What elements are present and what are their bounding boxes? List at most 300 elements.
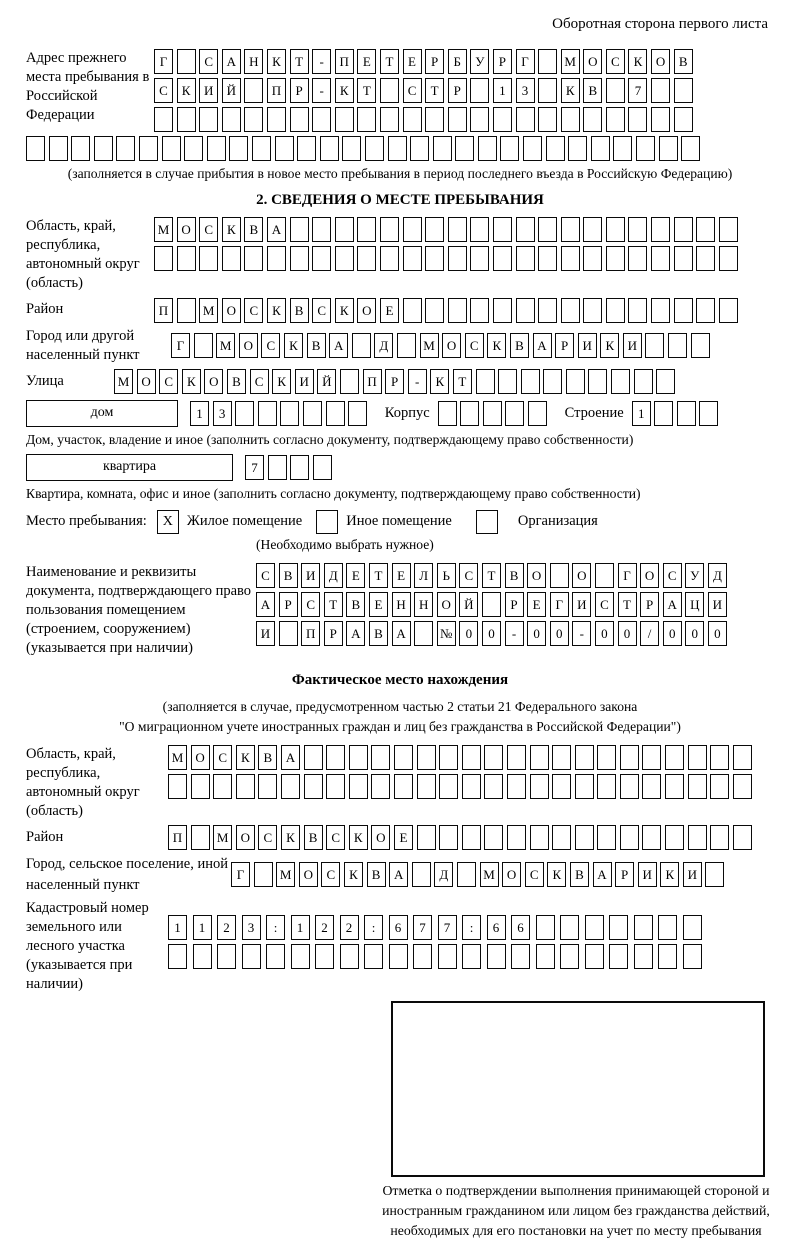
char-cell[interactable] <box>561 107 580 132</box>
char-cell[interactable] <box>677 401 696 426</box>
char-cell[interactable] <box>244 78 263 103</box>
char-cell[interactable]: М <box>154 217 173 242</box>
char-cell[interactable] <box>162 136 181 161</box>
char-cell[interactable]: И <box>683 862 702 887</box>
char-cell[interactable] <box>116 136 135 161</box>
char-cell[interactable]: С <box>595 592 614 617</box>
char-cell[interactable] <box>493 298 512 323</box>
char-cell[interactable]: С <box>301 592 320 617</box>
char-cell[interactable] <box>448 298 467 323</box>
char-cell[interactable] <box>455 136 474 161</box>
char-cell[interactable] <box>538 298 557 323</box>
char-cell[interactable] <box>394 774 413 799</box>
char-cell[interactable]: Р <box>615 862 634 887</box>
char-cell[interactable] <box>493 107 512 132</box>
char-cell[interactable] <box>191 774 210 799</box>
char-cell[interactable] <box>493 246 512 271</box>
char-cell[interactable]: О <box>137 369 156 394</box>
char-cell[interactable]: 7 <box>245 455 264 480</box>
char-cell[interactable]: 0 <box>482 621 501 646</box>
char-cell[interactable]: А <box>281 745 300 770</box>
char-cell[interactable]: А <box>267 217 286 242</box>
char-cell[interactable]: Р <box>324 621 343 646</box>
char-cell[interactable]: Г <box>154 49 173 74</box>
char-cell[interactable]: Р <box>493 49 512 74</box>
char-cell[interactable] <box>320 136 339 161</box>
char-cell[interactable] <box>177 107 196 132</box>
char-cell[interactable]: 0 <box>618 621 637 646</box>
char-cell[interactable]: Е <box>380 298 399 323</box>
char-cell[interactable] <box>425 298 444 323</box>
char-cell[interactable] <box>470 107 489 132</box>
char-cell[interactable] <box>94 136 113 161</box>
char-cell[interactable] <box>597 825 616 850</box>
char-cell[interactable] <box>290 246 309 271</box>
char-cell[interactable]: Т <box>369 563 388 588</box>
char-cell[interactable] <box>380 78 399 103</box>
char-cell[interactable]: : <box>462 915 481 940</box>
char-cell[interactable] <box>620 825 639 850</box>
char-cell[interactable] <box>733 774 752 799</box>
char-cell[interactable] <box>719 298 738 323</box>
char-cell[interactable]: А <box>222 49 241 74</box>
char-cell[interactable]: В <box>369 621 388 646</box>
char-cell[interactable]: С <box>321 862 340 887</box>
char-cell[interactable] <box>177 49 196 74</box>
char-cell[interactable]: М <box>216 333 235 358</box>
char-cell[interactable]: К <box>561 78 580 103</box>
char-cell[interactable]: О <box>572 563 591 588</box>
char-cell[interactable]: К <box>600 333 619 358</box>
char-cell[interactable]: П <box>154 298 173 323</box>
char-cell[interactable]: О <box>177 217 196 242</box>
char-cell[interactable] <box>342 136 361 161</box>
char-cell[interactable] <box>168 944 187 969</box>
char-cell[interactable] <box>710 825 729 850</box>
char-cell[interactable]: А <box>256 592 275 617</box>
char-cell[interactable]: 0 <box>527 621 546 646</box>
char-cell[interactable] <box>213 774 232 799</box>
char-cell[interactable] <box>651 217 670 242</box>
char-cell[interactable] <box>568 136 587 161</box>
char-cell[interactable]: Р <box>279 592 298 617</box>
char-cell[interactable] <box>634 915 653 940</box>
char-cell[interactable]: К <box>547 862 566 887</box>
char-cell[interactable] <box>425 107 444 132</box>
char-cell[interactable] <box>620 774 639 799</box>
char-cell[interactable]: В <box>505 563 524 588</box>
char-cell[interactable]: 6 <box>511 915 530 940</box>
char-cell[interactable] <box>470 298 489 323</box>
char-cell[interactable]: Р <box>505 592 524 617</box>
char-cell[interactable] <box>566 369 585 394</box>
char-cell[interactable] <box>606 217 625 242</box>
char-cell[interactable] <box>199 107 218 132</box>
char-cell[interactable] <box>403 107 422 132</box>
char-cell[interactable] <box>357 246 376 271</box>
char-cell[interactable] <box>642 825 661 850</box>
char-cell[interactable] <box>688 825 707 850</box>
char-cell[interactable] <box>448 217 467 242</box>
char-cell[interactable]: С <box>663 563 682 588</box>
char-cell[interactable] <box>290 455 309 480</box>
char-cell[interactable] <box>207 136 226 161</box>
char-cell[interactable] <box>561 217 580 242</box>
char-cell[interactable]: И <box>623 333 642 358</box>
char-cell[interactable]: 0 <box>459 621 478 646</box>
char-cell[interactable] <box>177 246 196 271</box>
char-cell[interactable]: А <box>346 621 365 646</box>
char-cell[interactable] <box>413 944 432 969</box>
char-cell[interactable] <box>49 136 68 161</box>
char-cell[interactable]: М <box>168 745 187 770</box>
char-cell[interactable] <box>290 107 309 132</box>
char-cell[interactable] <box>438 401 457 426</box>
char-cell[interactable]: П <box>301 621 320 646</box>
char-cell[interactable] <box>585 944 604 969</box>
char-cell[interactable] <box>516 298 535 323</box>
char-cell[interactable] <box>139 136 158 161</box>
char-cell[interactable] <box>681 136 700 161</box>
char-cell[interactable]: В <box>346 592 365 617</box>
char-cell[interactable]: Т <box>618 592 637 617</box>
char-cell[interactable] <box>335 107 354 132</box>
char-cell[interactable] <box>665 745 684 770</box>
char-cell[interactable] <box>636 136 655 161</box>
char-cell[interactable]: О <box>651 49 670 74</box>
char-cell[interactable] <box>229 136 248 161</box>
char-cell[interactable]: И <box>256 621 275 646</box>
char-cell[interactable] <box>668 333 687 358</box>
char-cell[interactable] <box>507 745 526 770</box>
char-cell[interactable]: М <box>561 49 580 74</box>
char-cell[interactable] <box>583 298 602 323</box>
char-cell[interactable] <box>403 246 422 271</box>
char-cell[interactable]: 0 <box>595 621 614 646</box>
char-cell[interactable]: 0 <box>663 621 682 646</box>
char-cell[interactable]: М <box>276 862 295 887</box>
char-cell[interactable] <box>528 401 547 426</box>
char-cell[interactable]: Е <box>527 592 546 617</box>
char-cell[interactable] <box>538 49 557 74</box>
char-cell[interactable] <box>340 369 359 394</box>
char-cell[interactable]: К <box>267 49 286 74</box>
char-cell[interactable]: Г <box>171 333 190 358</box>
char-cell[interactable]: Ц <box>685 592 704 617</box>
char-cell[interactable] <box>606 78 625 103</box>
char-cell[interactable]: М <box>213 825 232 850</box>
char-cell[interactable]: О <box>442 333 461 358</box>
char-cell[interactable]: Й <box>317 369 336 394</box>
char-cell[interactable] <box>550 563 569 588</box>
char-cell[interactable] <box>425 217 444 242</box>
char-cell[interactable]: А <box>389 862 408 887</box>
char-cell[interactable] <box>297 136 316 161</box>
char-cell[interactable]: К <box>272 369 291 394</box>
char-cell[interactable] <box>280 401 299 426</box>
char-cell[interactable]: : <box>364 915 383 940</box>
char-cell[interactable]: 0 <box>550 621 569 646</box>
char-cell[interactable]: Т <box>425 78 444 103</box>
char-cell[interactable] <box>357 107 376 132</box>
char-cell[interactable]: К <box>284 333 303 358</box>
char-cell[interactable]: С <box>403 78 422 103</box>
char-cell[interactable]: М <box>480 862 499 887</box>
char-cell[interactable] <box>530 825 549 850</box>
char-cell[interactable] <box>585 915 604 940</box>
char-cell[interactable] <box>371 745 390 770</box>
char-cell[interactable] <box>254 862 273 887</box>
char-cell[interactable]: В <box>279 563 298 588</box>
char-cell[interactable] <box>433 136 452 161</box>
char-cell[interactable]: 6 <box>487 915 506 940</box>
char-cell[interactable]: В <box>583 78 602 103</box>
char-cell[interactable]: О <box>502 862 521 887</box>
char-cell[interactable] <box>365 136 384 161</box>
char-cell[interactable]: В <box>570 862 589 887</box>
char-cell[interactable] <box>380 107 399 132</box>
char-cell[interactable] <box>699 401 718 426</box>
char-cell[interactable]: С <box>326 825 345 850</box>
char-cell[interactable]: Р <box>640 592 659 617</box>
char-cell[interactable]: В <box>367 862 386 887</box>
char-cell[interactable] <box>511 944 530 969</box>
char-cell[interactable] <box>651 107 670 132</box>
char-cell[interactable]: Д <box>434 862 453 887</box>
char-cell[interactable] <box>538 78 557 103</box>
char-cell[interactable] <box>583 217 602 242</box>
char-cell[interactable]: А <box>329 333 348 358</box>
char-cell[interactable]: 7 <box>413 915 432 940</box>
char-cell[interactable]: О <box>191 745 210 770</box>
char-cell[interactable]: С <box>465 333 484 358</box>
char-cell[interactable]: - <box>505 621 524 646</box>
char-cell[interactable]: - <box>312 78 331 103</box>
char-cell[interactable] <box>470 217 489 242</box>
char-cell[interactable]: У <box>685 563 704 588</box>
char-cell[interactable] <box>462 774 481 799</box>
char-cell[interactable]: Р <box>448 78 467 103</box>
char-cell[interactable]: Е <box>357 49 376 74</box>
char-cell[interactable]: Р <box>555 333 574 358</box>
char-cell[interactable] <box>403 217 422 242</box>
char-cell[interactable] <box>380 246 399 271</box>
char-cell[interactable] <box>654 401 673 426</box>
char-cell[interactable] <box>561 246 580 271</box>
char-cell[interactable] <box>507 774 526 799</box>
char-cell[interactable]: К <box>267 298 286 323</box>
char-cell[interactable]: К <box>335 78 354 103</box>
char-cell[interactable] <box>258 401 277 426</box>
char-cell[interactable] <box>606 298 625 323</box>
char-cell[interactable] <box>326 745 345 770</box>
char-cell[interactable] <box>193 944 212 969</box>
char-cell[interactable]: К <box>222 217 241 242</box>
char-cell[interactable] <box>523 136 542 161</box>
char-cell[interactable] <box>304 745 323 770</box>
char-cell[interactable] <box>222 246 241 271</box>
char-cell[interactable]: О <box>204 369 223 394</box>
char-cell[interactable]: С <box>261 333 280 358</box>
char-cell[interactable] <box>710 774 729 799</box>
char-cell[interactable]: В <box>244 217 263 242</box>
char-cell[interactable] <box>313 455 332 480</box>
char-cell[interactable]: Р <box>290 78 309 103</box>
char-cell[interactable] <box>634 369 653 394</box>
char-cell[interactable] <box>275 136 294 161</box>
char-cell[interactable] <box>651 78 670 103</box>
char-cell[interactable] <box>380 217 399 242</box>
checkbox-organization[interactable] <box>476 510 498 534</box>
char-cell[interactable] <box>417 825 436 850</box>
char-cell[interactable] <box>476 369 495 394</box>
char-cell[interactable] <box>335 246 354 271</box>
char-cell[interactable] <box>719 246 738 271</box>
char-cell[interactable] <box>507 825 526 850</box>
char-cell[interactable] <box>516 107 535 132</box>
char-cell[interactable] <box>628 217 647 242</box>
char-cell[interactable] <box>462 944 481 969</box>
char-cell[interactable] <box>349 745 368 770</box>
char-cell[interactable] <box>651 246 670 271</box>
char-cell[interactable]: К <box>487 333 506 358</box>
char-cell[interactable]: Е <box>394 825 413 850</box>
char-cell[interactable]: 2 <box>315 915 334 940</box>
char-cell[interactable]: С <box>199 217 218 242</box>
char-cell[interactable] <box>71 136 90 161</box>
char-cell[interactable]: Е <box>403 49 422 74</box>
char-cell[interactable] <box>291 944 310 969</box>
char-cell[interactable] <box>414 621 433 646</box>
char-cell[interactable] <box>606 107 625 132</box>
char-cell[interactable]: К <box>335 298 354 323</box>
char-cell[interactable]: Д <box>324 563 343 588</box>
char-cell[interactable]: 3 <box>213 401 232 426</box>
char-cell[interactable] <box>244 107 263 132</box>
char-cell[interactable]: В <box>258 745 277 770</box>
char-cell[interactable]: П <box>267 78 286 103</box>
char-cell[interactable]: 0 <box>685 621 704 646</box>
char-cell[interactable] <box>642 745 661 770</box>
char-cell[interactable] <box>303 401 322 426</box>
char-cell[interactable]: Т <box>380 49 399 74</box>
char-cell[interactable]: К <box>182 369 201 394</box>
char-cell[interactable] <box>236 774 255 799</box>
char-cell[interactable] <box>191 825 210 850</box>
char-cell[interactable]: О <box>222 298 241 323</box>
char-cell[interactable] <box>483 401 502 426</box>
checkbox-residential[interactable]: X <box>157 510 179 534</box>
char-cell[interactable]: : <box>266 915 285 940</box>
char-cell[interactable]: С <box>199 49 218 74</box>
char-cell[interactable]: Д <box>708 563 727 588</box>
char-cell[interactable] <box>552 825 571 850</box>
char-cell[interactable] <box>403 298 422 323</box>
char-cell[interactable]: 0 <box>708 621 727 646</box>
char-cell[interactable] <box>538 246 557 271</box>
char-cell[interactable]: В <box>304 825 323 850</box>
char-cell[interactable]: К <box>349 825 368 850</box>
char-cell[interactable]: А <box>392 621 411 646</box>
char-cell[interactable] <box>470 246 489 271</box>
char-cell[interactable]: О <box>357 298 376 323</box>
char-cell[interactable]: Р <box>385 369 404 394</box>
char-cell[interactable] <box>417 774 436 799</box>
char-cell[interactable] <box>733 825 752 850</box>
char-cell[interactable] <box>484 774 503 799</box>
char-cell[interactable] <box>315 944 334 969</box>
checkbox-other-premises[interactable] <box>316 510 338 534</box>
char-cell[interactable] <box>516 217 535 242</box>
char-cell[interactable] <box>609 944 628 969</box>
char-cell[interactable] <box>597 745 616 770</box>
char-cell[interactable] <box>388 136 407 161</box>
char-cell[interactable]: - <box>572 621 591 646</box>
char-cell[interactable]: И <box>578 333 597 358</box>
char-cell[interactable]: Т <box>290 49 309 74</box>
char-cell[interactable]: У <box>470 49 489 74</box>
char-cell[interactable] <box>575 825 594 850</box>
char-cell[interactable]: К <box>281 825 300 850</box>
char-cell[interactable]: О <box>640 563 659 588</box>
char-cell[interactable] <box>448 107 467 132</box>
char-cell[interactable] <box>597 774 616 799</box>
char-cell[interactable] <box>588 369 607 394</box>
char-cell[interactable]: С <box>258 825 277 850</box>
char-cell[interactable]: Н <box>392 592 411 617</box>
char-cell[interactable]: Г <box>516 49 535 74</box>
char-cell[interactable] <box>349 774 368 799</box>
char-cell[interactable] <box>326 401 345 426</box>
char-cell[interactable] <box>266 944 285 969</box>
char-cell[interactable]: Б <box>448 49 467 74</box>
char-cell[interactable] <box>312 107 331 132</box>
char-cell[interactable]: С <box>154 78 173 103</box>
char-cell[interactable] <box>412 862 431 887</box>
char-cell[interactable] <box>521 369 540 394</box>
char-cell[interactable]: Т <box>453 369 472 394</box>
char-cell[interactable]: / <box>640 621 659 646</box>
char-cell[interactable]: С <box>606 49 625 74</box>
char-cell[interactable] <box>290 217 309 242</box>
char-cell[interactable]: 2 <box>340 915 359 940</box>
char-cell[interactable] <box>462 825 481 850</box>
char-cell[interactable]: С <box>250 369 269 394</box>
char-cell[interactable] <box>410 136 429 161</box>
char-cell[interactable]: Г <box>550 592 569 617</box>
char-cell[interactable]: О <box>299 862 318 887</box>
char-cell[interactable] <box>628 298 647 323</box>
char-cell[interactable]: № <box>437 621 456 646</box>
char-cell[interactable] <box>222 107 241 132</box>
char-cell[interactable]: И <box>572 592 591 617</box>
char-cell[interactable] <box>560 944 579 969</box>
char-cell[interactable]: К <box>660 862 679 887</box>
char-cell[interactable] <box>691 333 710 358</box>
char-cell[interactable] <box>267 107 286 132</box>
char-cell[interactable] <box>561 298 580 323</box>
char-cell[interactable] <box>719 217 738 242</box>
char-cell[interactable] <box>575 745 594 770</box>
char-cell[interactable]: 7 <box>628 78 647 103</box>
char-cell[interactable]: Ь <box>437 563 456 588</box>
char-cell[interactable] <box>389 944 408 969</box>
char-cell[interactable]: Н <box>244 49 263 74</box>
char-cell[interactable] <box>439 745 458 770</box>
char-cell[interactable] <box>620 745 639 770</box>
char-cell[interactable]: С <box>459 563 478 588</box>
char-cell[interactable]: - <box>312 49 331 74</box>
